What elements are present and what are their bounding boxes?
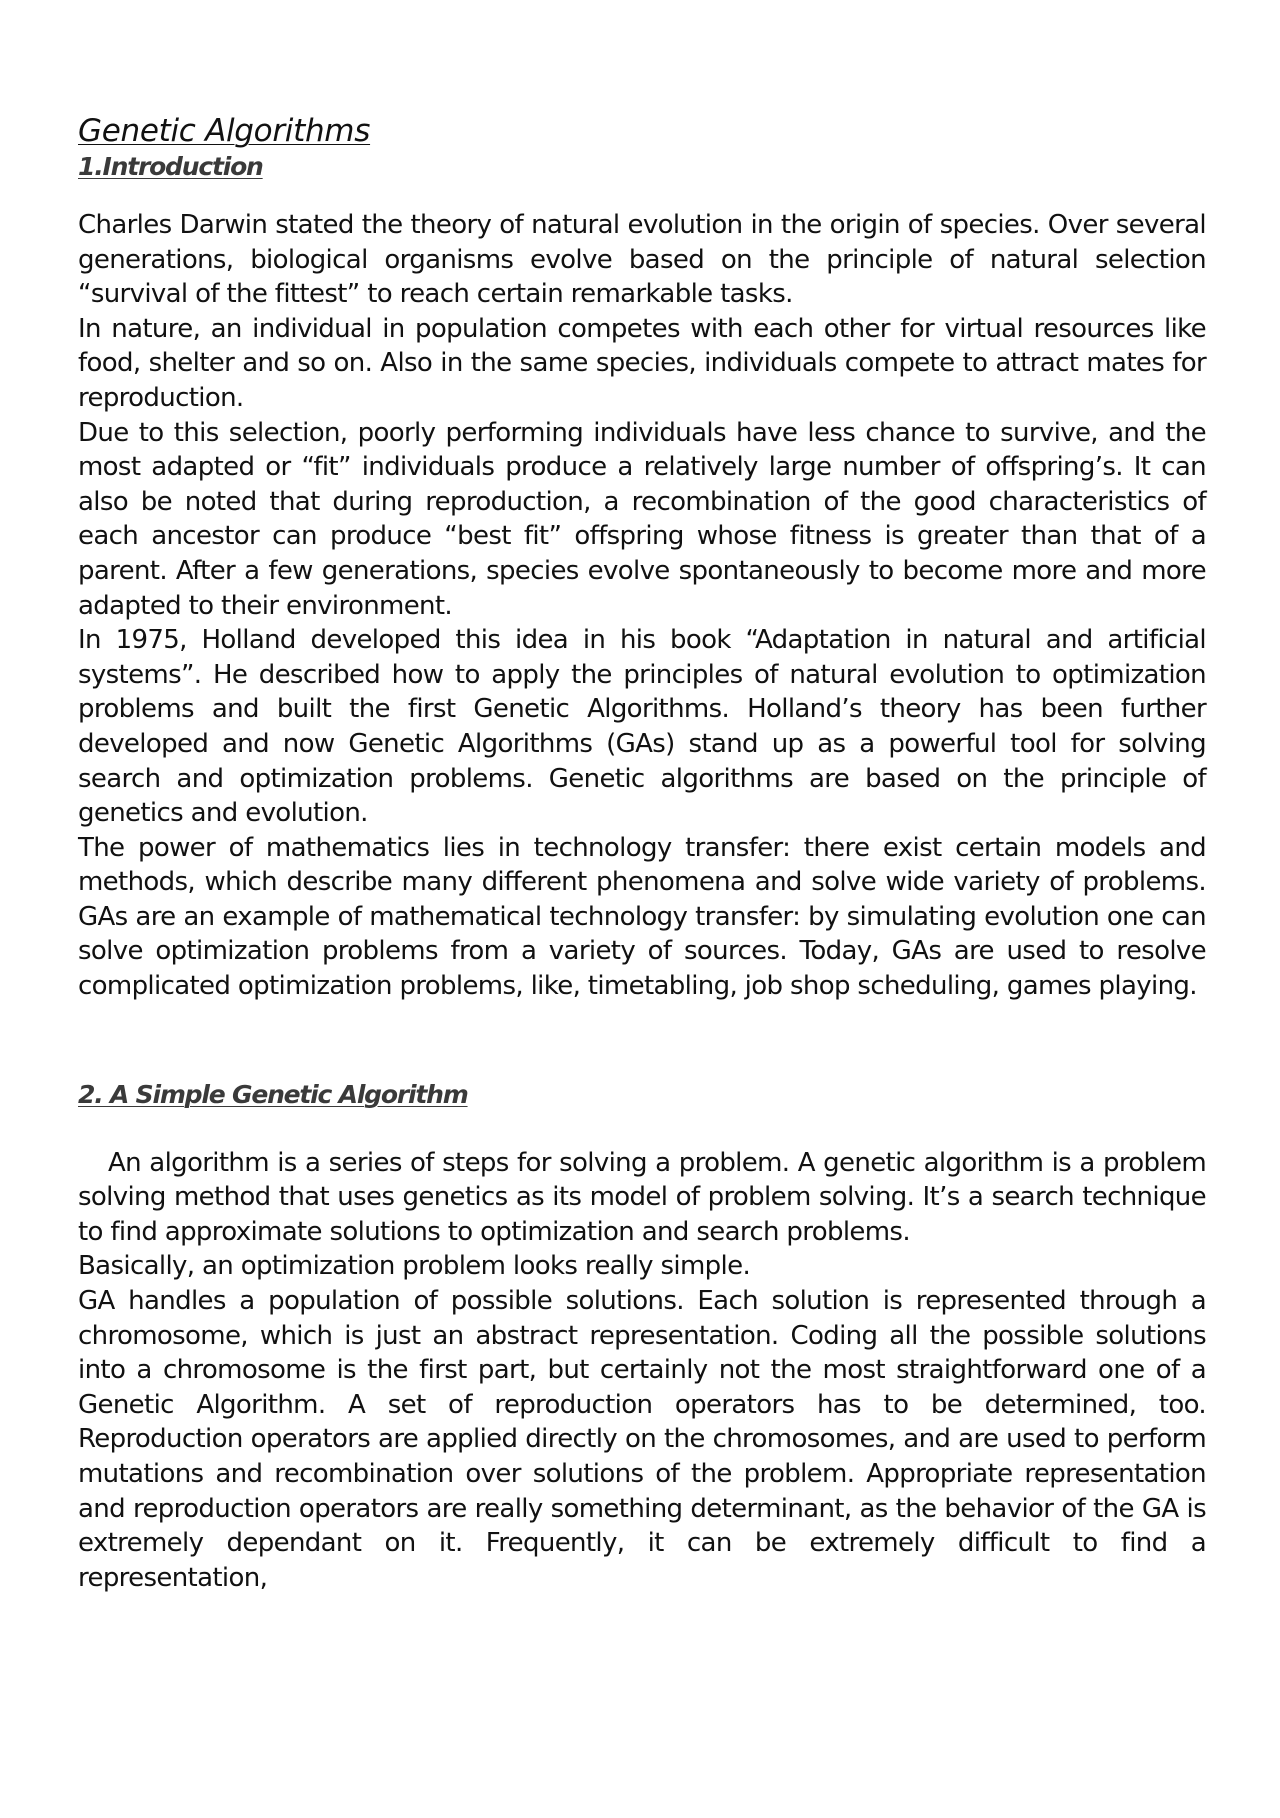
simple-ga-body: [78, 1146, 1206, 1596]
paragraph: In nature, an individual in population competes with each other for virtual resources like food, shelter and so on. Also in the same species, individuals compete to attract mates for reproduction.: [78, 313, 1206, 413]
section-heading-simple-ga: 2. A Simple Genetic Algorithm: [78, 1079, 468, 1109]
document-title: Genetic Algorithms: [78, 113, 371, 149]
document-page: [78, 112, 1206, 1595]
introduction-body: [78, 208, 1206, 1004]
paragraph: The power of mathematics lies in technology transfer: there exist certain models and methods, which describe many different phenomena and solve wide variety of problems. GAs are an example of mathematical technology transfer: by simulating evolution one can solve optimization problems from a variety of sources. Today, GAs are used to resolve complicated optimization problems, like, timetabling, job shop scheduling, games playing.: [78, 832, 1206, 1002]
paragraph: Charles Darwin stated the theory of natural evolution in the origin of species. Over several generations, biological organisms evolve based on the principle of natural selection “survival of the fittest” to reach certain remarkable tasks.: [78, 210, 1206, 310]
paragraph: GA handles a population of possible solutions. Each solution is represented through a chromosome, which is just an abstract representation. Coding all the possible solutions into a chromosome is the first part, but certainly not the most straightforward one of a Genetic Algorithm. A set of reproduction operators has to be determined, too. Reproduction operators are applied directly on the chromosomes, and are used to perform mutations and recombination over solutions of the problem. Appropriate representation and reproduction operators are really something determinant, as the behavior of the GA is extremely dependant on it. Frequently, it can be extremely difficult to find a representation,: [78, 1286, 1206, 1593]
paragraph: In 1975, Holland developed this idea in his book “Adaptation in natural and artificial systems”. He described how to apply the principles of natural evolution to optimization problems and built the first Genetic Algorithms. Holland’s theory has been further developed and now Genetic Algorithms (GAs) stand up as a powerful tool for solving search and optimization problems. Genetic algorithms are based on the principle of genetics and evolution.: [78, 625, 1206, 829]
paragraph: An algorithm is a series of steps for solving a problem. A genetic algorithm is a problem solving method that uses genetics as its model of problem solving. It’s a search technique to find approximate solutions to optimization and search problems.: [78, 1147, 1206, 1247]
paragraph: Due to this selection, poorly performing individuals have less chance to survive, and the most adapted or “fit” individuals produce a relatively large number of offspring’s. It can also be noted that during reproduction, a recombination of the good characteristics of each ancestor can produce “best fit” offspring whose fitness is greater than that of a parent. After a few generations, species evolve spontaneously to become more and more adapted to their environment.: [78, 417, 1206, 621]
paragraph: Basically, an optimization problem looks really simple.: [78, 1251, 751, 1282]
section2-heading-wrap: [78, 1078, 1206, 1112]
section-heading-introduction: 1.Introduction: [78, 152, 263, 181]
